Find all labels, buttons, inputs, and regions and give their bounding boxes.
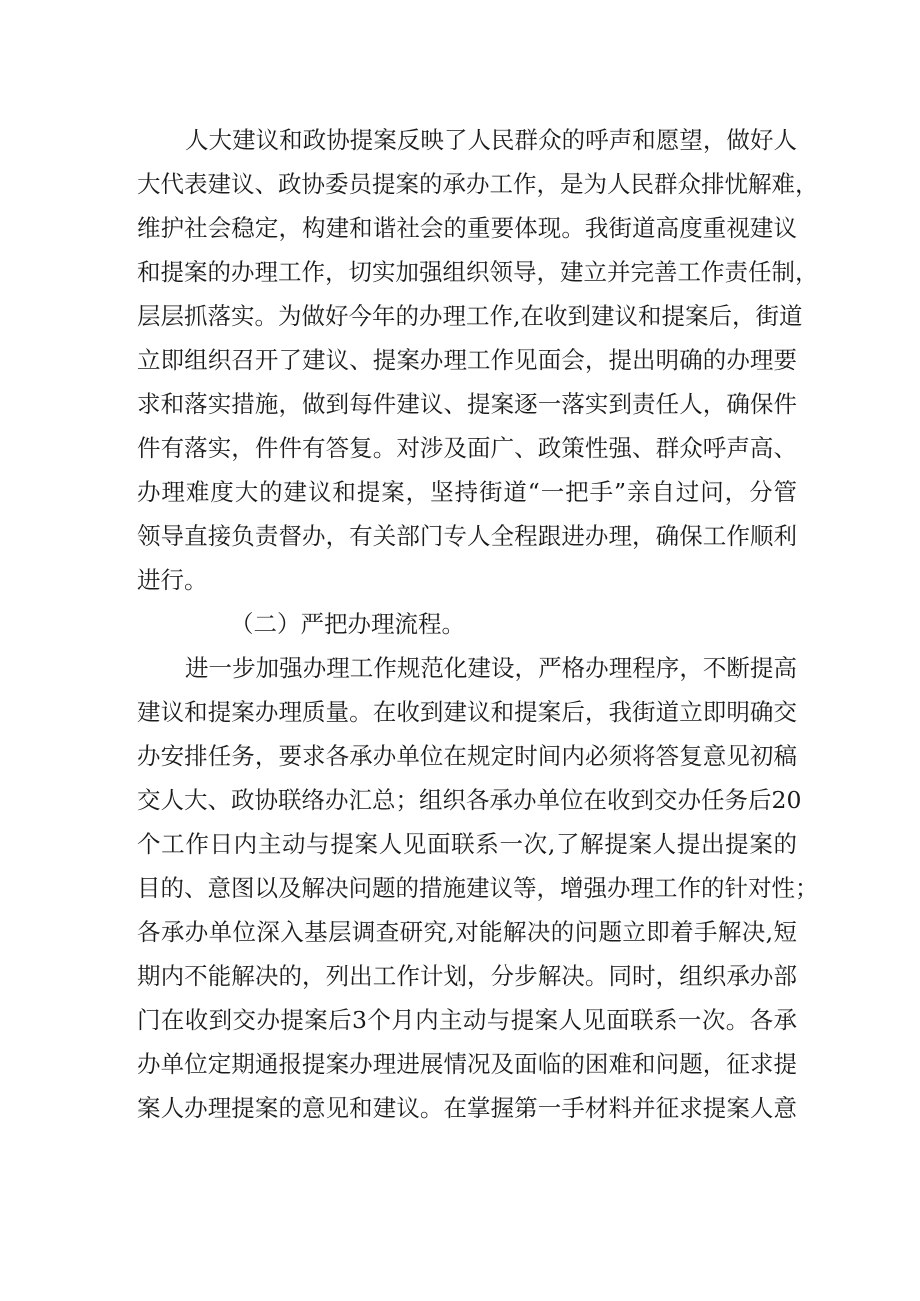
paragraph-1-line-3: 维护社会稳定，构建和谐社会的重要体现。我街道高度重视建议 [137,214,797,242]
paragraph-2-line-1: 进一步加强办理工作规范化建设，严格办理程序，不断提高 [185,654,797,682]
paragraph-2-line-9: 门在收到交办提案后3个月内主动与提案人见面联系一次。各承 [137,1006,797,1034]
paragraph-2-line-11: 案人办理提案的意见和建议。在掌握第一手材料并征求提案人意 [137,1094,797,1122]
paragraph-2-line-8: 期内不能解决的，列出工作计划，分步解决。同时，组织承办部 [137,962,797,990]
paragraph-2-line-10: 办单位定期通报提案办理进展情况及面临的困难和问题，征求提 [137,1050,797,1078]
paragraph-2-line-4: 交人大、政协联络办汇总；组织各承办单位在收到交办任务后20 [137,786,802,814]
paragraph-1-line-11: 进行。 [137,566,208,594]
paragraph-2-line-3: 办安排任务，要求各承办单位在规定时间内必须将答复意见初稿 [137,742,797,770]
paragraph-1-line-4: 和提案的办理工作，切实加强组织领导，建立并完善工作责任制， [137,258,819,286]
section-heading: （二）严把办理流程。 [230,610,465,638]
paragraph-1-line-5: 层层抓落实。为做好今年的办理工作,在收到建议和提案后，街道 [137,302,803,330]
paragraph-2-line-5: 个工作日内主动与提案人见面联系一次,了解提案人提出提案的 [137,830,797,858]
paragraph-1-line-2: 大代表建议、政协委员提案的承办工作，是为人民群众排忧解难， [137,170,819,198]
paragraph-1-line-7: 求和落实措施，做到每件建议、提案逐一落实到责任人，确保件 [137,390,797,418]
paragraph-1-line-10: 领导直接负责督办，有关部门专人全程跟进办理，确保工作顺利 [137,522,797,550]
paragraph-1-line-6: 立即组织召开了建议、提案办理工作见面会，提出明确的办理要 [137,346,797,374]
paragraph-1-line-9: 办理难度大的建议和提案，坚持街道“一把手”亲自过问，分管 [137,478,797,506]
paragraph-1-line-1: 人大建议和政协提案反映了人民群众的呼声和愿望，做好人 [185,126,797,154]
paragraph-1-line-8: 件有落实，件件有答复。对涉及面广、政策性强、群众呼声高、 [137,434,797,462]
paragraph-2-line-2: 建议和提案办理质量。在收到建议和提案后，我街道立即明确交 [137,698,797,726]
paragraph-2-line-6: 目的、意图以及解决问题的措施建议等，增强办理工作的针对性； [137,874,819,902]
paragraph-2-line-7: 各承办单位深入基层调查研究,对能解决的问题立即着手解决,短 [137,918,797,946]
